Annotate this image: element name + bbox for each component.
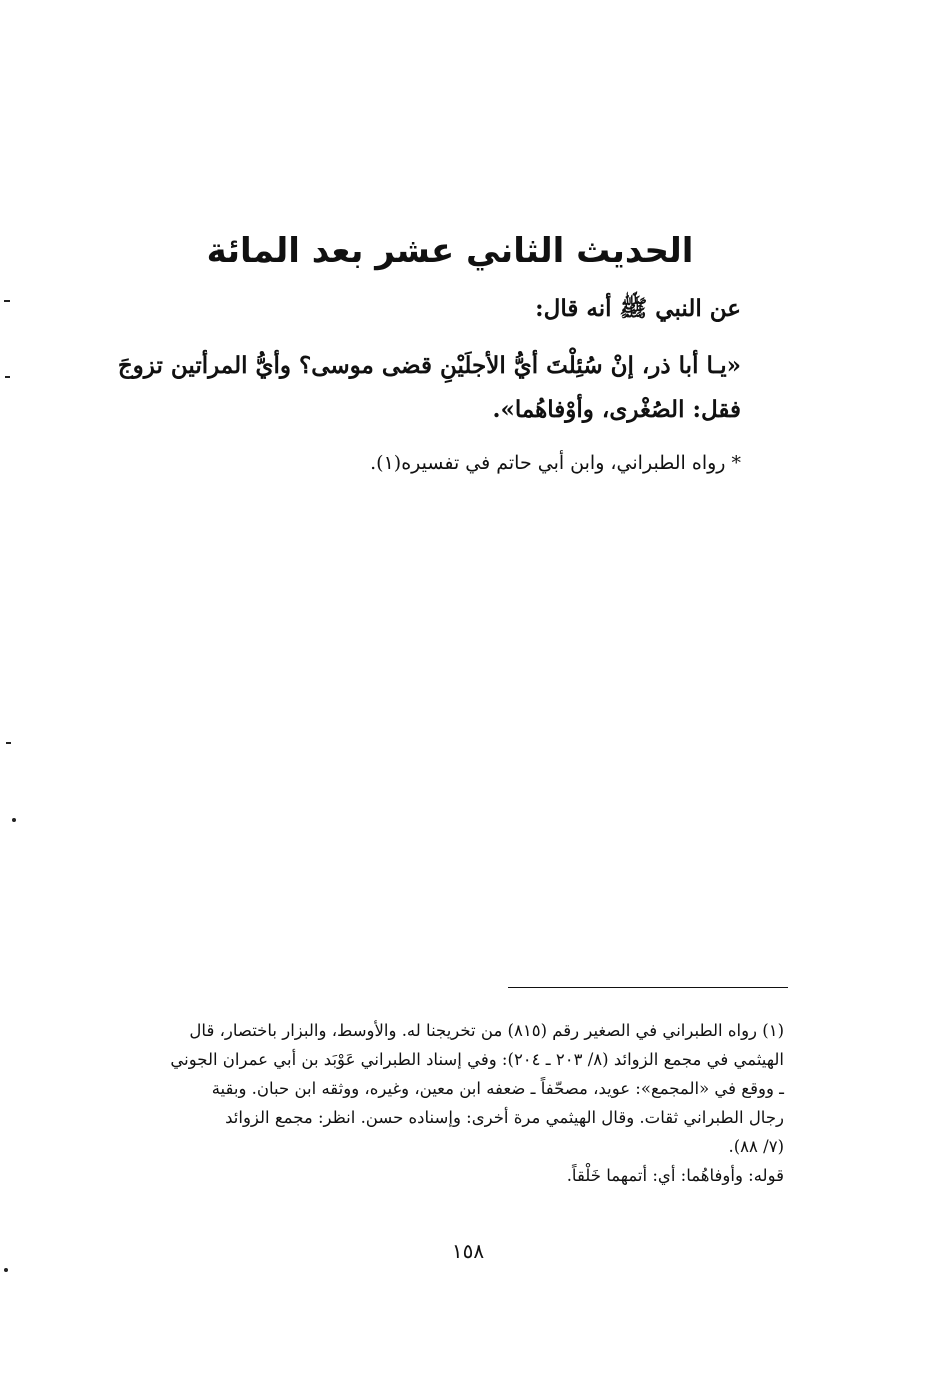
footnote-line: ـ ووقع في «المجمع»: عويد، مصحّفاً ـ ضعفه ابن معين، وغيره، ووثقه ابن حبان. وبقية [211, 1079, 784, 1098]
footnote-divider [508, 987, 788, 988]
hadith-intro: عن النبي ﷺ أنه قال: [535, 295, 741, 322]
hadith-line-2: فقل: الصُغْرى، وأوْفاهُما». [492, 396, 741, 423]
scan-artifact [6, 742, 11, 744]
scan-artifact [4, 1268, 8, 1272]
hadith-text [101, 344, 741, 432]
footnotes [104, 1016, 784, 1190]
footnote-line: قوله: وأوفاهُما: أي: أتمهما خَلْقاً. [566, 1166, 784, 1185]
page-title: الحديث الثاني عشر بعد المائة [206, 231, 694, 271]
footnote-line: (٧/ ٨٨). [728, 1137, 784, 1156]
scan-artifact [4, 300, 10, 302]
scan-artifact [12, 818, 16, 822]
footnote-line: الهيثمي في مجمع الزوائد (٨/ ٢٠٣ ـ ٢٠٤): وفي إسناد الطبراني عَوْبَد بن أبي عمران الجوني [170, 1050, 784, 1069]
page-number: ١٥٨ [451, 1239, 485, 1263]
scan-artifact [5, 376, 10, 378]
footnote-line: رجال الطبراني ثقات. وقال الهيثمي مرة أخرى: وإسناده حسن. انظر: مجمع الزوائد [225, 1108, 784, 1127]
narration-note: * رواه الطبراني، وابن أبي حاتم في تفسيره(١). [370, 452, 741, 474]
hadith-line-1: «يـا أبا ذر، إنْ سُئِلْتَ أيُّ الأجلَيْنِ قضى موسى؟ وأيُّ المرأتين تزوجَ [117, 352, 741, 379]
footnote-line: (١) رواه الطبراني في الصغير رقم (٨١٥) من تخريجنا له. والأوسط، والبزار باختصار، قال [189, 1021, 784, 1040]
